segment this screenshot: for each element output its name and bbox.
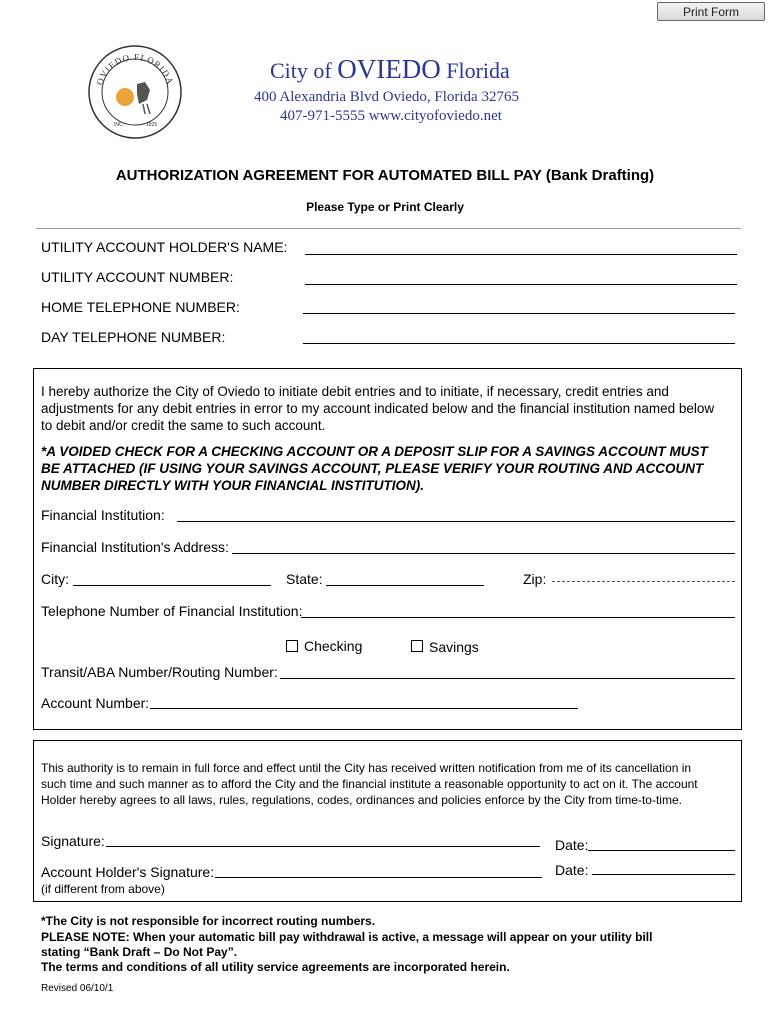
voided-check-notice-2: BE ATTACHED (IF USING YOUR SAVINGS ACCOUNT, PLEASE VERIFY YOUR ROUTING AND ACCOUNT (41, 461, 704, 476)
day-phone-label: DAY TELEPHONE NUMBER: (41, 329, 226, 345)
please-note-line-2: stating “Bank Draft – Do Not Pay”. (41, 945, 238, 959)
routing-label: Transit/ABA Number/Routing Number: (41, 664, 278, 680)
day-phone-field[interactable] (303, 343, 735, 344)
city-label: City: (41, 571, 69, 587)
city-name: OVIEDO (337, 54, 441, 84)
form-subtitle: Please Type or Print Clearly (306, 200, 464, 214)
form-title: AUTHORIZATION AGREEMENT FOR AUTOMATED BILL PAY (Bank Drafting) (115, 167, 655, 184)
state-name: Florida (446, 58, 510, 83)
date-2-label: Date: (555, 862, 589, 878)
city-of-text: City of (270, 58, 332, 83)
checking-label: Checking (304, 638, 363, 654)
voided-check-notice-1: *A VOIDED CHECK FOR A CHECKING ACCOUNT OR A DEPOSIT SLIP FOR A SAVINGS ACCOUNT MUST (41, 444, 708, 459)
signature-field[interactable] (106, 846, 540, 847)
account-number-field[interactable] (305, 284, 737, 285)
city-title (270, 54, 510, 85)
print-form-button[interactable]: Print Form (657, 2, 765, 21)
svg-text:1925: 1925 (146, 122, 158, 128)
home-phone-label: HOME TELEPHONE NUMBER: (41, 299, 240, 315)
savings-checkbox[interactable] (411, 640, 423, 652)
financial-institution-label: Financial Institution: (41, 507, 165, 523)
routing-field[interactable] (280, 678, 735, 679)
city-contact: 407-971-5555 www.cityofoviedo.net (280, 108, 502, 124)
home-phone-field[interactable] (303, 313, 735, 314)
signature-label: Signature: (41, 833, 105, 849)
holder-name-label: UTILITY ACCOUNT HOLDER'S NAME: (41, 239, 288, 255)
date-label: Date: (555, 837, 589, 853)
state-field[interactable] (326, 585, 484, 586)
terms-incorporated: The terms and conditions of all utility service agreements are incorporated herein. (41, 960, 510, 974)
please-note-line-1: PLEASE NOTE: When your automatic bill pay withdrawal is active, a message will appear on your utility bill (41, 930, 653, 944)
fi-phone-field[interactable] (301, 617, 735, 618)
fi-phone-label: Telephone Number of Financial Institution: (41, 603, 303, 619)
terms-line-1: This authority is to remain in full force and effect until the City has received written notification from me of its cancellation in (41, 761, 692, 775)
fi-address-field[interactable] (232, 553, 735, 554)
svg-text:OVIEDO FLORIDA: OVIEDO FLORIDA (94, 51, 176, 87)
bank-account-label: Account Number: (41, 695, 150, 711)
terms-line-3: Holder hereby agrees to all laws, rules, regulations, codes, ordinances and policies enforce by the City from time-to-time. (41, 793, 682, 807)
city-address: 400 Alexandria Blvd Oviedo, Florida 32765 (254, 89, 519, 105)
holder-signature-label: Account Holder's Signature: (41, 864, 215, 880)
fi-address-label: Financial Institution's Address: (41, 539, 229, 555)
checking-checkbox[interactable] (286, 640, 298, 652)
divider (36, 228, 741, 229)
auth-para-line-2: adjustments for any debit entries in error to my account indicated below and the financial institution named below (41, 401, 715, 416)
auth-para-line-3: to debit and/or credit the same to such account. (41, 418, 326, 433)
routing-disclaimer: *The City is not responsible for incorrect routing numbers. (41, 914, 376, 928)
city-seal-logo (87, 44, 183, 140)
date-2-field[interactable] (592, 874, 735, 875)
svg-text:INC.: INC. (114, 122, 124, 128)
revised-date: Revised 06/10/1 (41, 983, 114, 994)
zip-label: Zip: (523, 571, 547, 587)
date-field[interactable] (588, 850, 735, 851)
auth-para-line-1: I hereby authorize the City of Oviedo to initiate debit entries and to initiate, if necessary, credit entries and (41, 384, 669, 399)
savings-label: Savings (429, 639, 479, 655)
account-number-label: UTILITY ACCOUNT NUMBER: (41, 269, 234, 285)
if-different-note: (if different from above) (41, 882, 165, 896)
state-label: State: (286, 571, 323, 587)
voided-check-notice-3: NUMBER DIRECTLY WITH YOUR FINANCIAL INSTITUTION). (41, 478, 424, 493)
holder-signature-field[interactable] (215, 877, 542, 878)
financial-institution-field[interactable] (177, 521, 735, 522)
terms-line-2: such time and such manner as to afford the City and the financial institute a reasonable opportunity to act on it. The account (41, 777, 698, 791)
zip-field[interactable] (552, 581, 735, 582)
bank-account-field[interactable] (150, 708, 578, 709)
city-field[interactable] (73, 585, 271, 586)
holder-name-field[interactable] (305, 254, 737, 255)
